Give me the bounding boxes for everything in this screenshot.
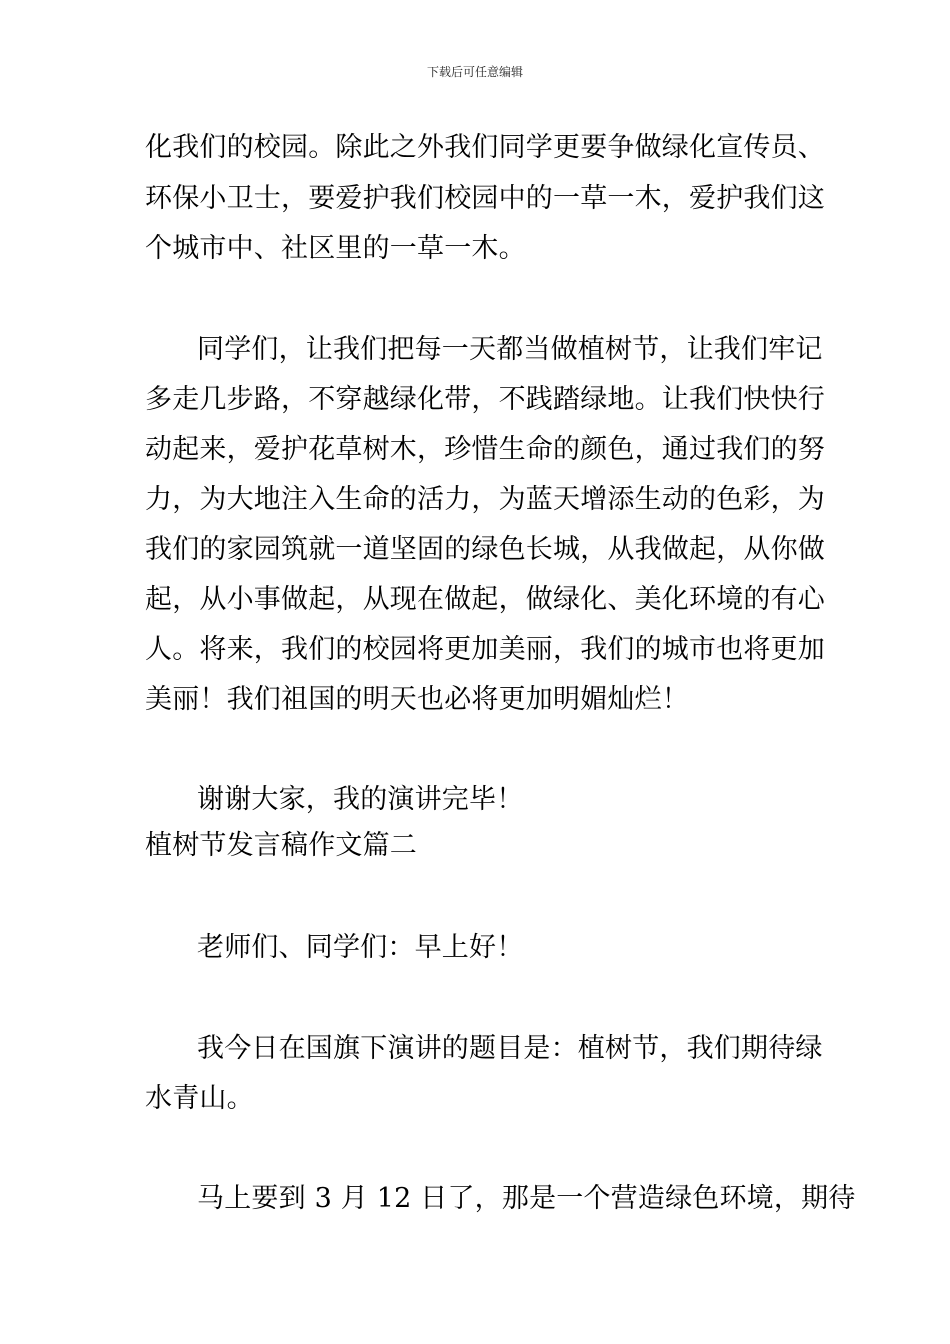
text-line: 美丽！我们祖国的明天也必将更加明媚灿烂！	[145, 684, 689, 715]
text-line: 个城市中、社区里的一草一木。	[145, 233, 526, 264]
text-line: 水青山。	[145, 1083, 254, 1114]
text-line: 人。将来，我们的校园将更加美丽，我们的城市也将更加	[145, 634, 825, 665]
text-line: 同学们，让我们把每一天都当做植树节，让我们牢记	[197, 334, 823, 365]
text-line: 谢谢大家，我的演讲完毕！	[197, 784, 524, 815]
text-line: 我们的家园筑就一道坚固的绿色长城，从我做起，从你做	[145, 534, 825, 565]
text-line: 动起来，爱护花草树木，珍惜生命的颜色，通过我们的努	[145, 434, 825, 465]
text-line: 多走几步路，不穿越绿化带，不践踏绿地。让我们快快行	[145, 384, 825, 415]
text-line: 马上要到 3 月 12 日了，那是一个营造绿色环境，期待	[197, 1183, 856, 1214]
text-line: 起，从小事做起，从现在做起，做绿化、美化环境的有心	[145, 584, 825, 615]
text-line: 老师们、同学们：早上好！	[197, 932, 524, 963]
text-line: 环保小卫士，要爱护我们校园中的一草一木，爱护我们这	[145, 183, 825, 214]
text-line: 化我们的校园。除此之外我们同学更要争做绿化宣传员、	[145, 132, 825, 163]
section-heading: 植树节发言稿作文篇二	[145, 830, 417, 861]
text-line: 我今日在国旗下演讲的题目是：植树节，我们期待绿	[197, 1033, 823, 1064]
text-line: 力，为大地注入生命的活力，为蓝天增添生动的色彩，为	[145, 484, 825, 515]
header-note: 下载后可任意编辑	[426, 65, 523, 79]
